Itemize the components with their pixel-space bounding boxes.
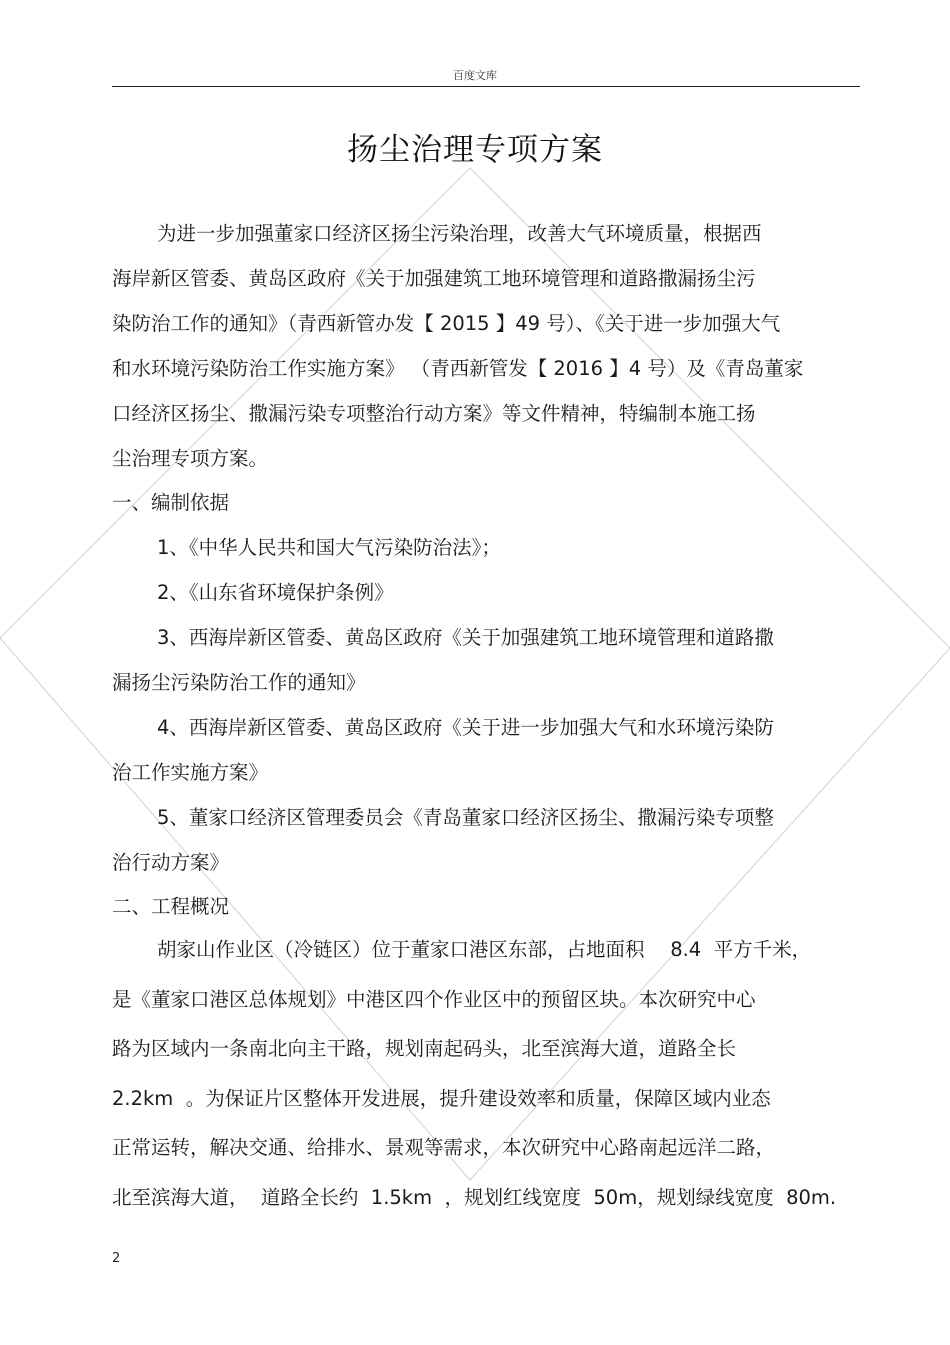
list-item: 1、《中华人民共和国大气污染防治法》；	[157, 536, 501, 559]
overview-line: 2.2km 。为保证片区整体开发进展，提升建设效率和质量，保障区域内业态	[112, 1087, 771, 1110]
list-item-continuation: 漏扬尘污染防治工作的通知》	[112, 671, 366, 694]
header-divider	[112, 86, 860, 87]
overview-line: 是《董家口港区总体规划》中港区四个作业区中的预留区块。本次研究中心	[112, 988, 756, 1011]
intro-line: 海岸新区管委、黄岛区政府《关于加强建筑工地环境管理和道路撒漏扬尘污	[112, 267, 756, 290]
list-item: 2、《山东省环境保护条例》	[157, 581, 394, 604]
intro-line: 口经济区扬尘、撒漏污染专项整治行动方案》等文件精神，特编制本施工扬	[112, 402, 756, 425]
page-number: 2	[112, 1251, 121, 1266]
intro-line: 尘治理专项方案。	[112, 447, 269, 470]
intro-line: 染防治工作的通知》（青西新管办发【 2015 】49 号）、《关于进一步加强大气	[112, 312, 781, 335]
list-item-continuation: 治工作实施方案》	[112, 761, 269, 784]
overview-line: 北至滨海大道， 道路全长约 1.5km ，规划红线宽度 50m，规划绿线宽度 80m.	[112, 1186, 837, 1209]
intro-line: 为进一步加强董家口经济区扬尘污染治理，改善大气环境质量，根据西	[157, 222, 762, 245]
list-item: 5、董家口经济区管理委员会《青岛董家口经济区扬尘、撒漏污染专项整	[157, 806, 774, 829]
header-site-name: 百度文库	[453, 69, 497, 82]
list-item: 4、西海岸新区管委、黄岛区政府《关于进一步加强大气和水环境污染防	[157, 716, 774, 739]
list-item: 3、西海岸新区管委、黄岛区政府《关于加强建筑工地环境管理和道路撒	[157, 626, 774, 649]
section-heading: 一、编制依据	[112, 491, 230, 514]
overview-line: 正常运转，解决交通、给排水、景观等需求，本次研究中心路南起远洋二路，	[112, 1136, 776, 1159]
document-title: 扬尘治理专项方案	[347, 132, 603, 168]
section-heading: 二、工程概况	[112, 895, 230, 918]
intro-line: 和水环境污染防治工作实施方案》 （青西新管发【 2016 】4 号）及《青岛董家	[112, 357, 804, 380]
list-item-continuation: 治行动方案》	[112, 851, 230, 874]
overview-line: 胡家山作业区（冷链区）位于董家口港区东部，占地面积 8.4 平方千米，	[157, 938, 812, 961]
overview-line: 路为区域内一条南北向主干路，规划南起码头，北至滨海大道，道路全长	[112, 1037, 737, 1060]
